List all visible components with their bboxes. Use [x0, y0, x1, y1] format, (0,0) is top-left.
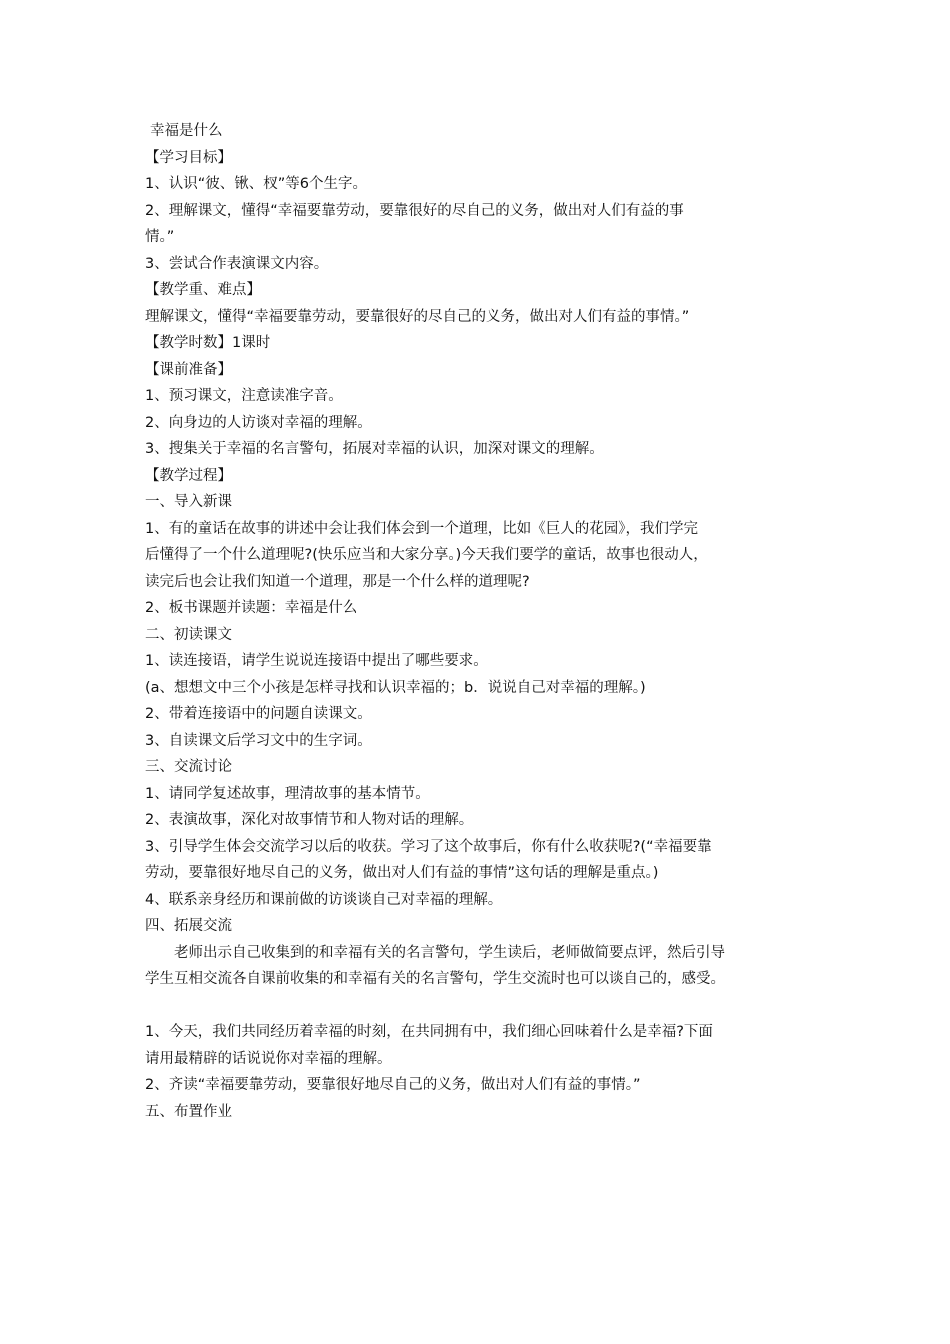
section-3-line: 4、联系亲身经历和课前做的访谈谈自己对幸福的理解。 [145, 891, 503, 908]
prep-heading: 【课前准备】 [145, 361, 232, 378]
prep-line: 3、搜集关于幸福的名言警句，拓展对幸福的认识，加深对课文的理解。 [145, 441, 604, 457]
objective-line: 2、理解课文，懂得“幸福要靠劳动，要靠很好的尽自己的义务，做出对人们有益的事 [145, 202, 684, 219]
document-body [145, 118, 810, 1125]
section-2-line: 1、读连接语，请学生说说连接语中提出了哪些要求。 [145, 653, 488, 669]
document-title: 幸福是什么 [150, 123, 223, 139]
section-3-line: 2、表演故事，深化对故事情节和人物对话的理解。 [145, 812, 474, 828]
section-4-line: 2、齐读“幸福要靠劳动，要靠很好地尽自己的义务，做出对人们有益的事情。” [145, 1077, 641, 1093]
section-4-heading: 四、拓展交流 [145, 918, 232, 934]
section-4-line: 请用最精辟的话说说你对幸福的理解。 [145, 1050, 392, 1067]
section-3-line: 劳动，要靠很好地尽自己的义务，做出对人们有益的事情”这句话的理解是重点。) [145, 865, 659, 881]
section-1-line: 2、板书课题并读题：幸福是什么 [145, 600, 358, 616]
section-3-heading: 三、交流讨论 [145, 759, 232, 775]
section-1-line: 1、有的童话在故事的讲述中会让我们体会到一个道理，比如《巨人的花园》，我们学完 [145, 520, 698, 537]
section-2-line: 2、带着连接语中的问题自读课文。 [145, 706, 372, 722]
section-4-paragraph: 学生互相交流各自课前收集的和幸福有关的名言警句，学生交流时也可以谈自己的，感受。 [145, 971, 725, 987]
objective-line: 情。” [145, 229, 175, 245]
section-4-paragraph: 老师出示自己收集到的和幸福有关的名言警句，学生读后，老师做简要点评，然后引导 [174, 944, 725, 961]
section-1-line: 读完后也会让我们知道一个道理，那是一个什么样的道理呢? [145, 573, 530, 590]
keypoints-text: 理解课文，懂得“幸福要靠劳动，要靠很好的尽自己的义务，做出对人们有益的事情。” [145, 308, 690, 325]
class-hours: 【教学时数】1课时 [145, 335, 271, 351]
objective-line: 1、认识“彼、锹、杈”等6个生字。 [145, 176, 367, 192]
section-3-line: 1、请同学复述故事，理清故事的基本情节。 [145, 785, 430, 802]
keypoints-heading: 【教学重、难点】 [145, 282, 261, 298]
objective-line: 3、尝试合作表演课文内容。 [145, 255, 329, 272]
blank-line [145, 993, 810, 1020]
section-1-line: 后懂得了一个什么道理呢?(快乐应当和大家分享。)今天我们要学的童话，故事也很动人， [145, 547, 708, 563]
section-2-line: 3、自读课文后学习文中的生字词。 [145, 732, 372, 749]
section-2-line: (a、想想文中三个小孩是怎样寻找和认识幸福的；b．说说自己对幸福的理解。) [145, 679, 646, 696]
process-heading: 【教学过程】 [145, 467, 232, 484]
prep-line: 2、向身边的人访谈对幸福的理解。 [145, 414, 372, 431]
objectives-heading: 【学习目标】 [145, 149, 232, 166]
section-5-heading: 五、布置作业 [145, 1103, 232, 1120]
section-1-heading: 一、导入新课 [145, 494, 232, 510]
prep-line: 1、预习课文，注意读准字音。 [145, 388, 343, 404]
section-2-heading: 二、初读课文 [145, 626, 232, 643]
section-4-line: 1、今天，我们共同经历着幸福的时刻，在共同拥有中，我们细心回味着什么是幸福?下面 [145, 1024, 713, 1040]
section-3-line: 3、引导学生体会交流学习以后的收获。学习了这个故事后，你有什么收获呢?(“幸福要靠 [145, 838, 712, 855]
